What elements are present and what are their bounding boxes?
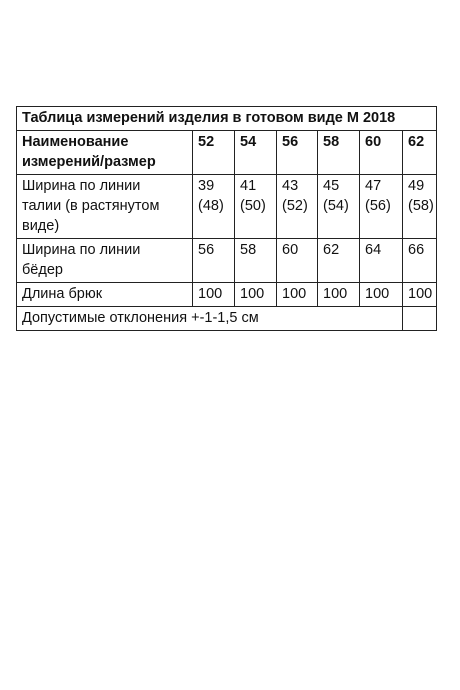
measurements-table bbox=[16, 106, 437, 331]
tolerance-note: Допустимые отклонения +-1-1,5 см bbox=[17, 307, 403, 331]
table-cell: 56 bbox=[193, 239, 235, 283]
table-cell: 100 bbox=[318, 283, 360, 307]
table-cell: 62 bbox=[318, 239, 360, 283]
size-header: 56 bbox=[277, 131, 318, 175]
header-label: Наименование измерений/размер bbox=[17, 131, 193, 175]
table-row-waist bbox=[17, 175, 437, 239]
table-cell: 58 bbox=[235, 239, 277, 283]
table-cell: 60 bbox=[277, 239, 318, 283]
title-row bbox=[17, 107, 437, 131]
table-cell: 100 bbox=[235, 283, 277, 307]
empty-cell bbox=[403, 307, 437, 331]
row-label: Ширина по линии талии (в растянутом виде) bbox=[17, 175, 193, 239]
header-row bbox=[17, 131, 437, 175]
table-cell: 43 (52) bbox=[277, 175, 318, 239]
size-header: 62 bbox=[403, 131, 437, 175]
table-title: Таблица измерений изделия в готовом виде М 2018 bbox=[17, 107, 437, 131]
table-cell: 49 (58) bbox=[403, 175, 437, 239]
table-cell: 47 (56) bbox=[360, 175, 403, 239]
table-cell: 45 (54) bbox=[318, 175, 360, 239]
size-header: 54 bbox=[235, 131, 277, 175]
row-label: Ширина по линии бёдер bbox=[17, 239, 193, 283]
table-cell: 39 (48) bbox=[193, 175, 235, 239]
table-cell: 100 bbox=[193, 283, 235, 307]
table-cell: 64 bbox=[360, 239, 403, 283]
footer-row bbox=[17, 307, 437, 331]
size-header: 52 bbox=[193, 131, 235, 175]
table-cell: 100 bbox=[403, 283, 437, 307]
size-header: 58 bbox=[318, 131, 360, 175]
table-cell: 100 bbox=[277, 283, 318, 307]
table-row-length bbox=[17, 283, 437, 307]
size-header: 60 bbox=[360, 131, 403, 175]
table-cell: 100 bbox=[360, 283, 403, 307]
table-row-hips bbox=[17, 239, 437, 283]
row-label: Длина брюк bbox=[17, 283, 193, 307]
table-cell: 66 bbox=[403, 239, 437, 283]
table-cell: 41 (50) bbox=[235, 175, 277, 239]
